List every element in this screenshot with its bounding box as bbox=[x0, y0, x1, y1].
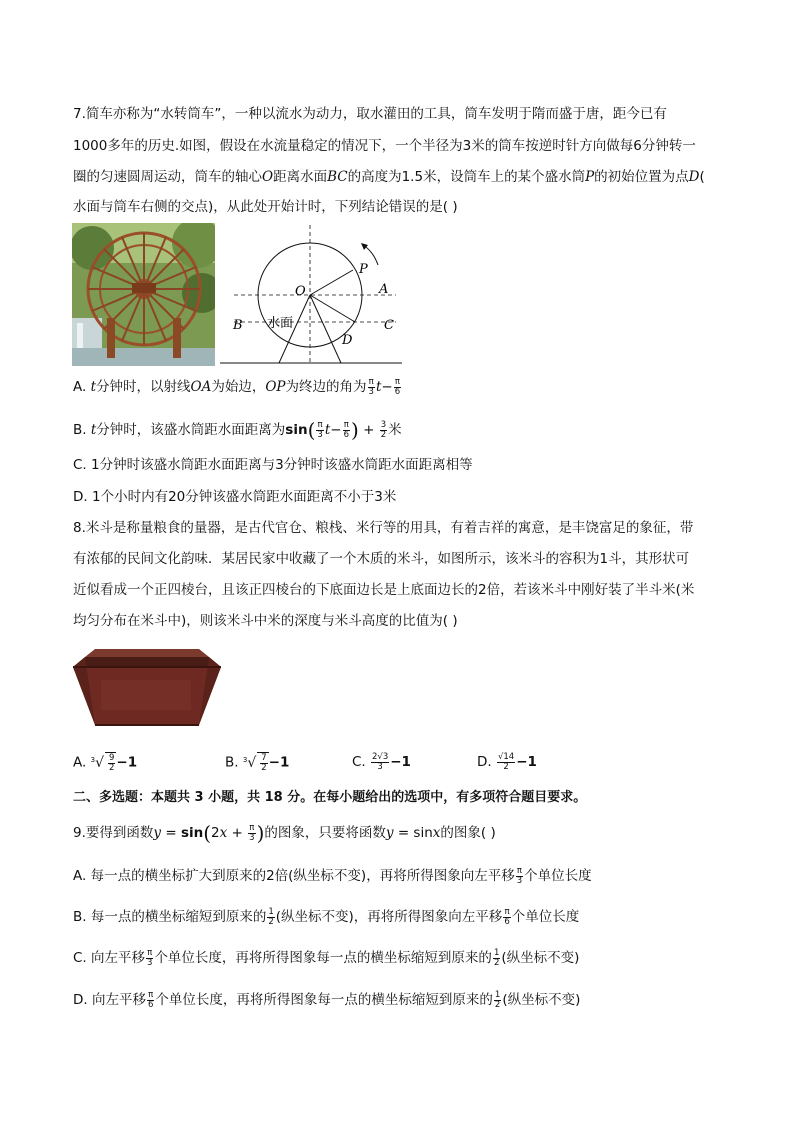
q8-options-row bbox=[73, 752, 723, 778]
q8-option-d: D. $\frac{√14}{2}$ −1 bbox=[477, 751, 537, 772]
waterwheel-diagram bbox=[220, 225, 405, 370]
point-O-label: O bbox=[295, 284, 306, 299]
point-B-label: B bbox=[233, 318, 243, 333]
q9-option-d: D. 向左平移 $\frac{\pi}{6}$ 个单位长度，再将所得图象每一点的横坐标缩短到原来的 $\frac{1}{2}$ (纵坐标不变) bbox=[73, 989, 581, 1010]
q7-option-b: B. t分钟时，该盛水筒距水面距离为sin( $\frac{\pi}{3}$ t− $\frac{\pi}{6}$ ) + $\frac{3}{2}$ 米 bbox=[73, 418, 402, 442]
rice-measure-photo bbox=[71, 645, 223, 735]
water-surface-label: 水面 bbox=[267, 316, 294, 331]
point-C-label: C bbox=[384, 318, 394, 333]
q8-stem-line-2: 有浓郁的民间文化韵味．某居民家中收藏了一个木质的米斗，如图所示，该米斗的容积为1斗，其形状可 bbox=[73, 551, 690, 567]
q9-option-b: B. 每一点的横坐标缩短到原来的 $\frac{1}{2}$ (纵坐标不变)，再将所得图象向左平移 $\frac{\pi}{6}$ 个单位长度 bbox=[73, 906, 580, 927]
q7-option-c: C. 1分钟时该盛水筒距水面距离与3分钟时该盛水筒距水面距离相等 bbox=[73, 457, 473, 473]
q7-stem-line-3: 圈的匀速圆周运动，筒车的轴心O距离水面BC的高度为1.5米，设筒车上的某个盛水筒P的初始位置为点D( bbox=[73, 169, 705, 185]
q8-option-c: C. $\frac{2√3}{3}$ −1 bbox=[352, 751, 411, 772]
q8-option-a: A. $^3$√ $\frac{9}{2}$ −1 bbox=[73, 752, 138, 773]
point-P-label: P bbox=[359, 262, 368, 277]
q7-stem-line-4: 水面与筒车右侧的交点)，从此处开始计时，下列结论错误的是( ) bbox=[73, 199, 458, 215]
q8-stem-line-1: 8.米斗是称量粮食的量器，是古代官仓、粮栈、米行等的用具，有着吉祥的寓意，是丰饶富足的象征，带 bbox=[73, 520, 694, 536]
q7-option-d: D. 1个小时内有20分钟该盛水筒距水面距离不小于3米 bbox=[73, 489, 397, 505]
q7-stem-line-2: 1000多年的历史.如图，假设在水流量稳定的情况下，一个半径为3米的筒车按逆时针方向做每6分钟转一 bbox=[73, 138, 696, 154]
q8-option-b: B. $^3$√ $\frac{7}{2}$ −1 bbox=[225, 752, 290, 773]
q7-option-a: A. t分钟时，以射线OA为始边，OP为终边的角为 $\frac{\pi}{3}$ t− $\frac{\pi}{6}$ bbox=[73, 376, 401, 397]
q8-stem-line-4: 均匀分布在米斗中)，则该米斗中米的深度与米斗高度的比值为( ) bbox=[73, 613, 458, 629]
q9-option-c: C. 向左平移 $\frac{\pi}{3}$ 个单位长度，再将所得图象每一点的横坐标缩短到原来的 $\frac{1}{2}$ (纵坐标不变) bbox=[73, 947, 580, 968]
section-2-heading: 二、多选题：本题共 3 小题，共 18 分。在每小题给出的选项中，有多项符合题目要求。 bbox=[73, 790, 587, 805]
q7-stem-line-1: 7.简车亦称为“水转筒车”，一种以流水为动力，取水灌田的工具，筒车发明于隋而盛于唐，距今已有 bbox=[73, 106, 667, 122]
point-A-label: A bbox=[379, 282, 389, 297]
q9-stem: 9.要得到函数y = sin(2x + $\frac{\pi}{3}$ )的图象，只要将函数y = sinx的图象( ) bbox=[73, 821, 496, 845]
waterwheel-photo bbox=[72, 223, 215, 366]
q9-option-a: A. 每一点的横坐标扩大到原来的2倍(纵坐标不变)，再将所得图象向左平移 $\frac{\pi}{3}$ 个单位长度 bbox=[73, 865, 592, 886]
q8-stem-line-3: 近似看成一个正四棱台，且该正四棱台的下底面边长是上底面边长的2倍，若该米斗中刚好装了半斗米(米 bbox=[73, 582, 695, 598]
point-D-label: D bbox=[342, 333, 353, 348]
